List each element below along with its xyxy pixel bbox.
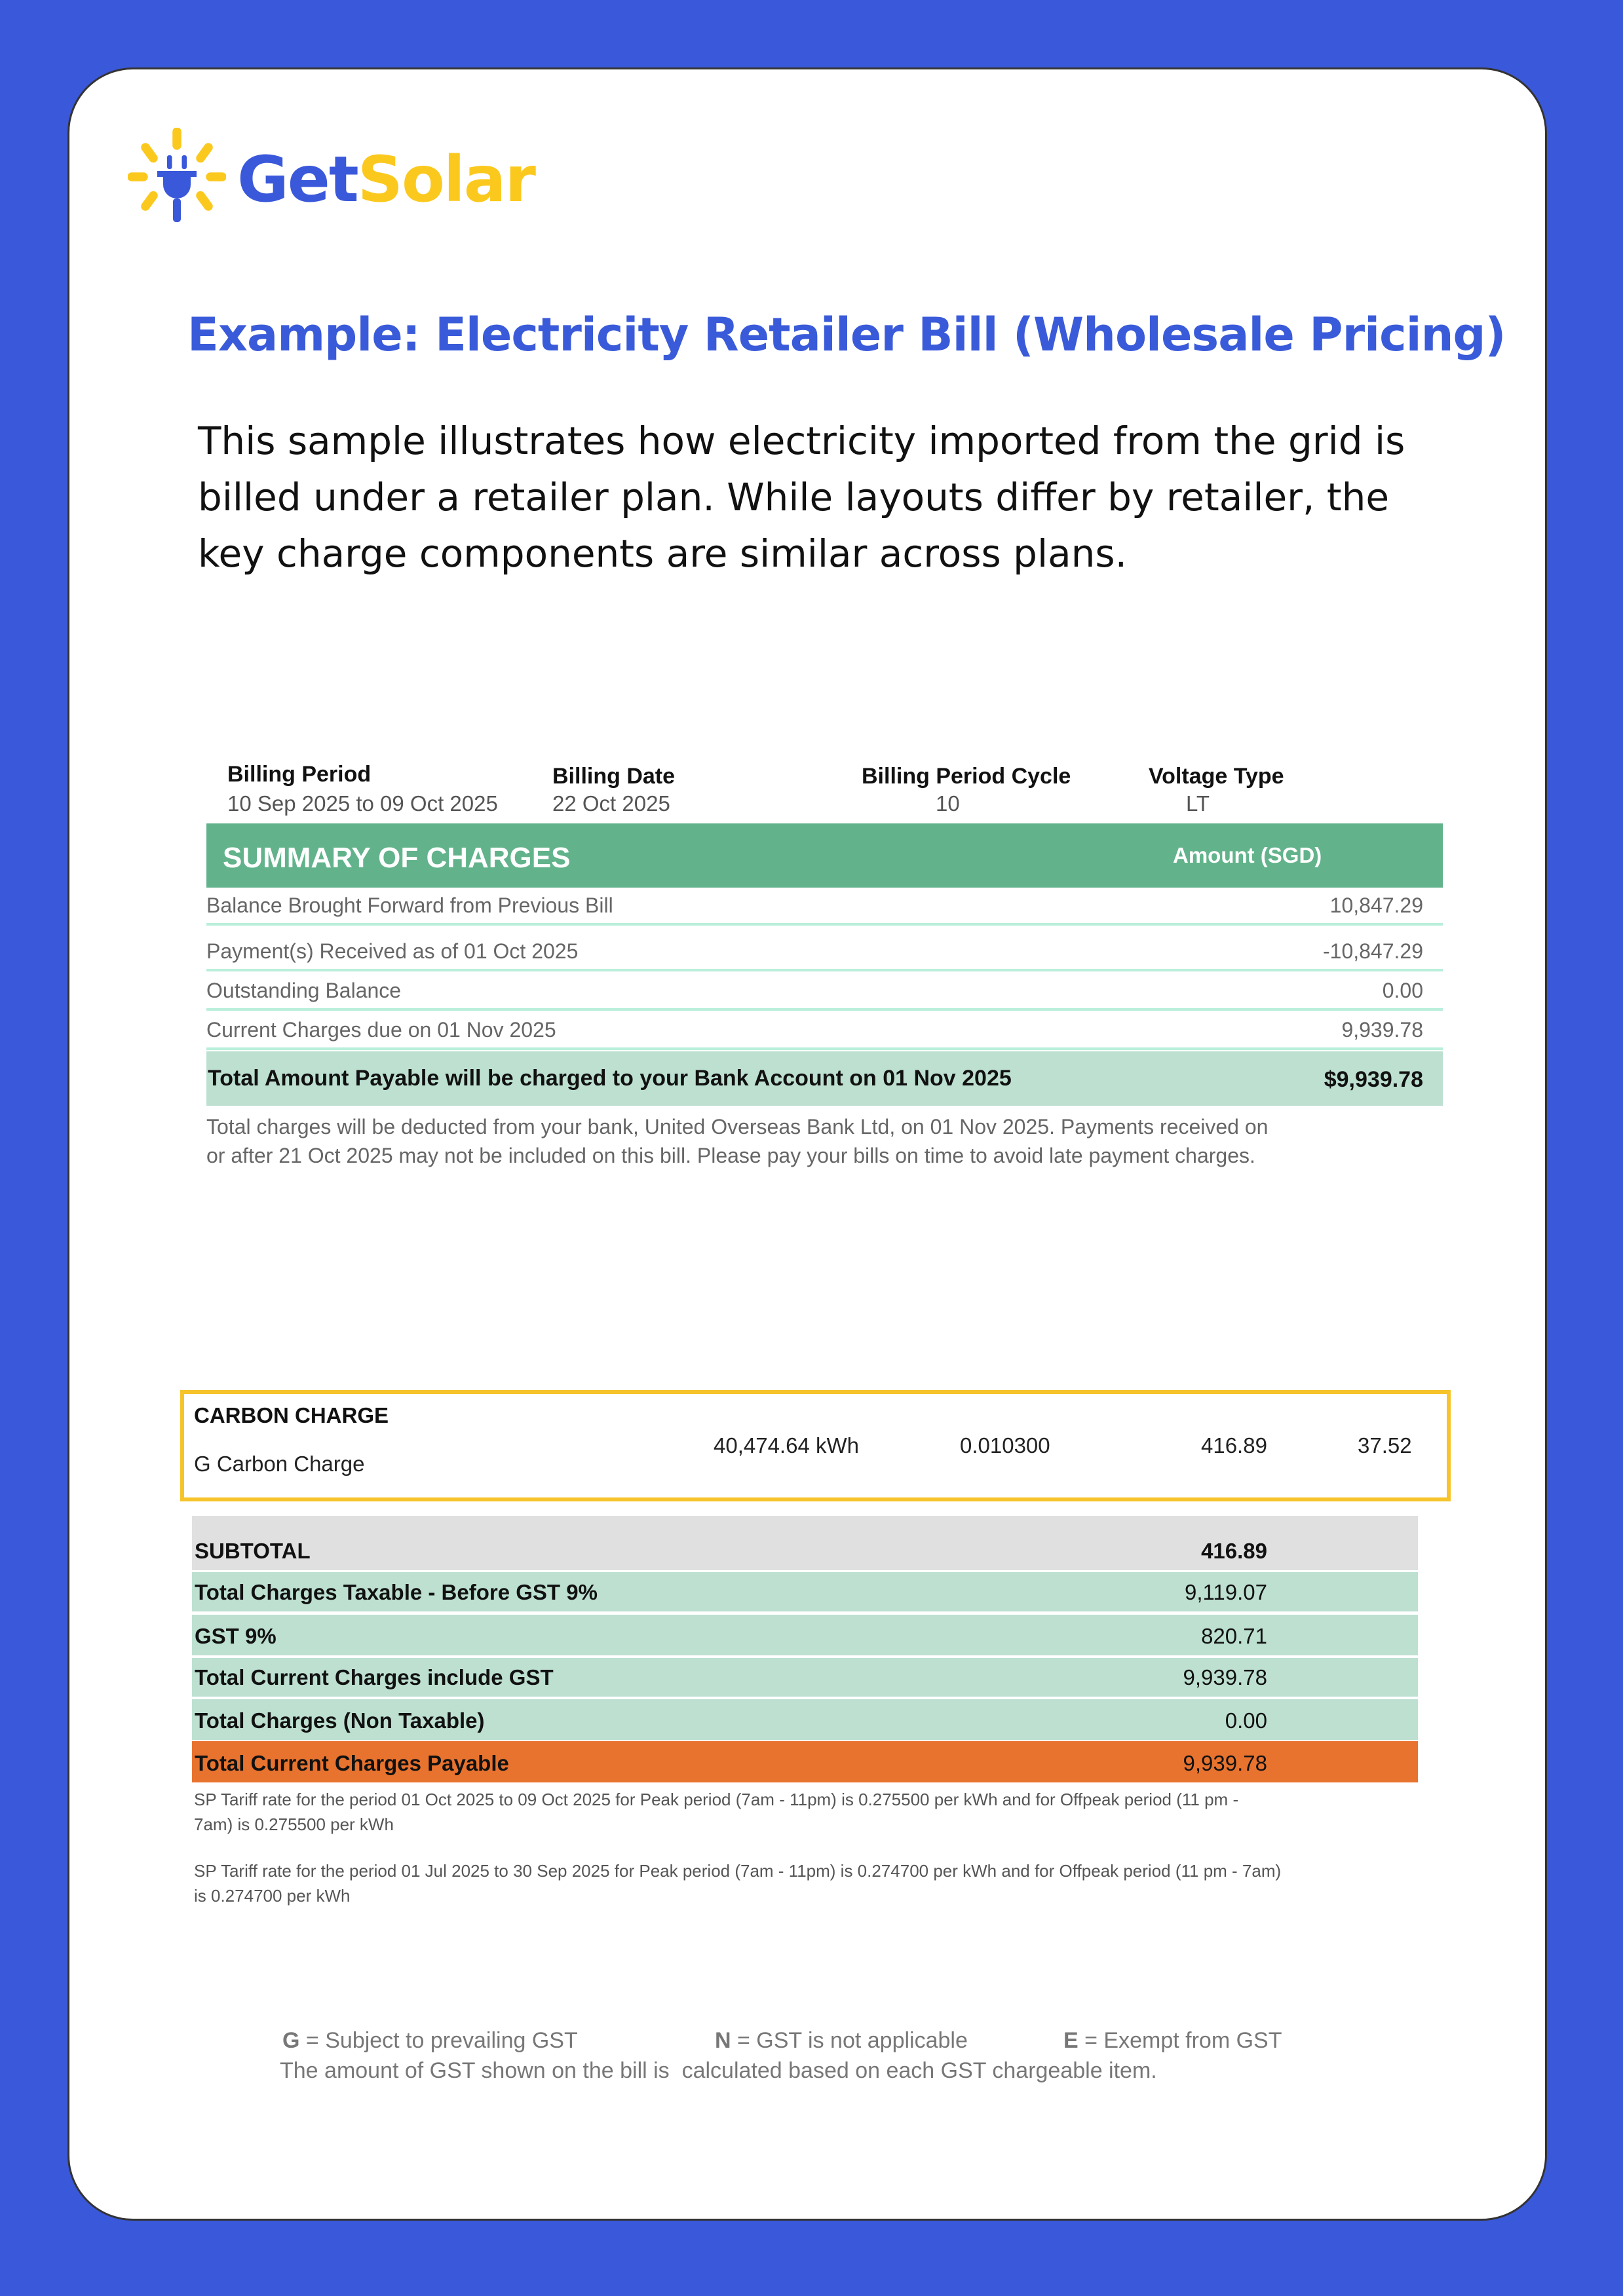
summary-header [206, 823, 1443, 888]
summary-row [206, 930, 1443, 971]
summary-row [206, 1013, 1443, 1050]
amount-column-header: Amount (SGD) [1173, 843, 1322, 867]
row-value: 9,939.78 [1341, 1018, 1423, 1042]
subtotal-row [192, 1516, 1418, 1570]
billing-cycle-value: 10 [936, 791, 960, 816]
row-value: 10,847.29 [1329, 894, 1423, 917]
legend-text: = GST is not applicable [731, 2028, 968, 2053]
brand-name-part2: Solar [357, 143, 535, 216]
taxable-row [192, 1572, 1418, 1611]
legend-text: = Subject to prevailing GST [299, 2028, 578, 2053]
gst-footer-note: The amount of GST shown on the bill is calculated based on each GST chargeable item. [280, 2058, 1157, 2083]
carbon-item: G Carbon Charge [194, 1452, 365, 1476]
row-value: 9,939.78 [1183, 1751, 1267, 1775]
tariff-note: is 0.274700 per kWh [194, 1886, 351, 1906]
row-label: Current Charges due on 01 Nov 2025 [206, 1018, 556, 1042]
billing-cycle-label: Billing Period Cycle [862, 764, 1071, 789]
solar-plug-icon [128, 128, 226, 226]
legend-text: = Exempt from GST [1078, 2028, 1282, 2053]
voltage-type-value: LT [1186, 791, 1210, 816]
legend-key: E [1063, 2028, 1079, 2053]
legend-key: G [282, 2028, 300, 2053]
legend-g [282, 2028, 578, 2054]
deduction-note: Total charges will be deducted from your bank, United Overseas Bank Ltd, on 01 Nov 2025. Payments received on [206, 1115, 1269, 1139]
summary-title: SUMMARY OF CHARGES [223, 842, 571, 874]
row-label: Payment(s) Received as of 01 Oct 2025 [206, 939, 579, 963]
billing-date-value: 22 Oct 2025 [552, 791, 670, 816]
deduction-note: or after 21 Oct 2025 may not be included on this bill. Please pay your bills on time to avoid late payment charges. [206, 1144, 1255, 1167]
payable-row [192, 1741, 1418, 1782]
row-label: SUBTOTAL [195, 1539, 311, 1563]
billing-period-value: 10 Sep 2025 to 09 Oct 2025 [227, 791, 498, 816]
row-label: Total Charges (Non Taxable) [195, 1708, 485, 1733]
tariff-note: SP Tariff rate for the period 01 Jul 2025 to 30 Sep 2025 for Peak period (7am - 11pm) is 0.274700 per kWh and for Offpeak period (11 pm - 7am) [194, 1861, 1282, 1881]
summary-row [206, 891, 1443, 926]
row-value: -10,847.29 [1322, 939, 1423, 963]
total-payable-value: $9,939.78 [1324, 1067, 1423, 1092]
tariff-note: SP Tariff rate for the period 01 Oct 2025 to 09 Oct 2025 for Peak period (7am - 11pm) is 0.275500 per kWh and for Offpeak period (11 pm - [194, 1790, 1239, 1809]
voltage-type-label: Voltage Type [1149, 764, 1284, 789]
legend-n [715, 2028, 968, 2054]
legend-e [1063, 2028, 1282, 2054]
carbon-rate: 0.010300 [960, 1433, 1050, 1458]
carbon-gst: 37.52 [1358, 1433, 1412, 1458]
tariff-note: 7am) is 0.275500 per kWh [194, 1815, 394, 1834]
carbon-charge-box [180, 1390, 1451, 1501]
brand-name-part1: Get [237, 143, 358, 216]
billing-date-label: Billing Date [552, 764, 676, 789]
total-payable-row [206, 1051, 1443, 1106]
row-label: Total Charges Taxable - Before GST 9% [195, 1580, 598, 1604]
row-label: Total Current Charges Payable [195, 1751, 509, 1775]
non-taxable-row [192, 1699, 1418, 1740]
total-payable-label: Total Amount Payable will be charged to your Bank Account on 01 Nov 2025 [208, 1066, 1012, 1091]
row-value: 9,119.07 [1184, 1580, 1267, 1604]
row-value: 416.89 [1201, 1539, 1267, 1563]
row-value: 0.00 [1382, 979, 1423, 1002]
row-label: Balance Brought Forward from Previous Bill [206, 894, 613, 917]
gst-row [192, 1615, 1418, 1655]
row-label: Total Current Charges include GST [195, 1665, 554, 1689]
intro-paragraph: This sample illustrates how electricity imported from the grid is billed under a retailer plan. While layouts differ by retailer, the key charge components are similar across plans. [198, 419, 1405, 576]
brand-name [237, 143, 535, 216]
row-value: 820.71 [1201, 1624, 1267, 1648]
include-gst-row [192, 1658, 1418, 1697]
row-value: 0.00 [1225, 1708, 1267, 1733]
page-title: Example: Electricity Retailer Bill (Wholesale Pricing) [187, 308, 1506, 362]
legend-key: N [715, 2028, 731, 2053]
carbon-amount: 416.89 [1201, 1433, 1267, 1458]
logo [128, 128, 226, 229]
carbon-usage: 40,474.64 kWh [714, 1433, 859, 1458]
billing-period-label: Billing Period [227, 762, 372, 787]
row-value: 9,939.78 [1183, 1665, 1267, 1689]
row-label: GST 9% [195, 1624, 277, 1648]
row-label: Outstanding Balance [206, 979, 402, 1002]
summary-row [206, 974, 1443, 1011]
carbon-heading: CARBON CHARGE [194, 1403, 389, 1427]
